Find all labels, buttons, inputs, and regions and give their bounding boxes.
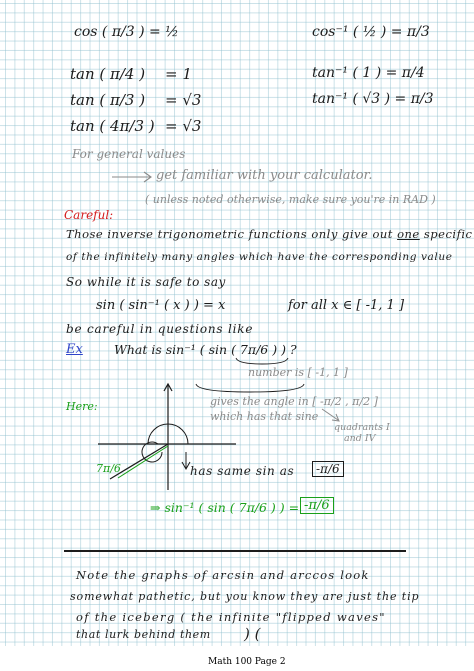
inverse-line-1c: specific — [423, 227, 473, 241]
general-values-note: For general values — [72, 147, 186, 161]
arctan-sqrt3: tan⁻¹ ( √3 ) = π/3 — [312, 91, 434, 107]
note-line-1: Note the graphs of arcsin and arccos look — [76, 568, 370, 582]
here-label: Here: — [66, 400, 98, 413]
so-while: So while it is safe to say — [66, 275, 226, 289]
inner-brace — [236, 358, 288, 364]
number-note: number is [ -1, 1 ] — [248, 366, 348, 379]
example-question: What is sin⁻¹ ( sin ( 7π/6 ) ) ? — [114, 342, 297, 357]
calculator-arrow — [112, 172, 151, 182]
outer-brace — [196, 384, 304, 392]
quadrants-1: quadrants I — [334, 422, 390, 433]
arctan-1: tan⁻¹ ( 1 ) = π/4 — [312, 65, 425, 81]
neg-pi6-box: -π/6 — [312, 461, 344, 477]
note-line-4: that lurk behind them — [76, 628, 211, 641]
same-sin-text: has same sin as — [190, 464, 295, 478]
tan-pi3: tan ( π/3 ) — [70, 91, 146, 109]
tan-pi4-value: = 1 — [165, 65, 192, 83]
gives-angle-1: gives the angle in [ -π/2 , π/2 ] — [210, 395, 378, 408]
tan-4pi3: tan ( 4π/3 ) — [70, 117, 155, 135]
rad-note: ( unless noted otherwise, make sure you're in RAD ) — [145, 193, 436, 206]
careful-heading: Careful: — [64, 208, 114, 222]
green-ray — [118, 446, 168, 478]
angle-label: 7π/6 — [96, 462, 121, 475]
page-footer: Math 100 Page 2 — [208, 657, 286, 667]
calculator-note: get familiar with your calculator. — [156, 168, 373, 183]
reflect-arrow — [182, 452, 190, 469]
angle-diagram — [98, 384, 236, 490]
identity: sin ( sin⁻¹ ( x ) ) = x — [96, 298, 226, 313]
example-label: Ex — [66, 342, 83, 357]
cos-right: cos⁻¹ ( ½ ) = π/3 — [312, 24, 430, 40]
tan-pi4: tan ( π/4 ) — [70, 65, 146, 83]
tan-pi3-value: = √3 — [165, 91, 202, 109]
quadrants-2: and IV — [344, 433, 376, 444]
note-line-4-symbols: ) ( — [244, 625, 261, 643]
for-all: for all x ∈ [ -1, 1 ] — [288, 298, 405, 313]
final-lhs-text: ⇒ sin⁻¹ ( sin ( 7π/6 ) ) = — [150, 500, 300, 515]
final-answer-box: -π/6 — [300, 497, 334, 514]
be-careful: be careful in questions like — [66, 322, 254, 336]
angle-ray — [110, 444, 168, 479]
note-line-3: of the iceberg ( the infinite "flipped waves" — [76, 610, 386, 624]
note-line-2: somewhat pathetic, but you know they are just the tip — [70, 590, 420, 603]
quadrant-arrow — [322, 409, 339, 421]
gives-angle-2: which has that sine — [210, 410, 319, 423]
inverse-line-1a: Those inverse trigonometric functions only give out — [66, 227, 393, 241]
cos-left: cos ( π/3 ) = ½ — [74, 24, 179, 40]
tan-4pi3-value: = √3 — [165, 117, 202, 135]
sqrt-underline — [172, 90, 206, 106]
inverse-line-2: of the infinitely many angles which have the corresponding value — [66, 251, 453, 263]
inverse-line-1b: one — [397, 227, 420, 241]
